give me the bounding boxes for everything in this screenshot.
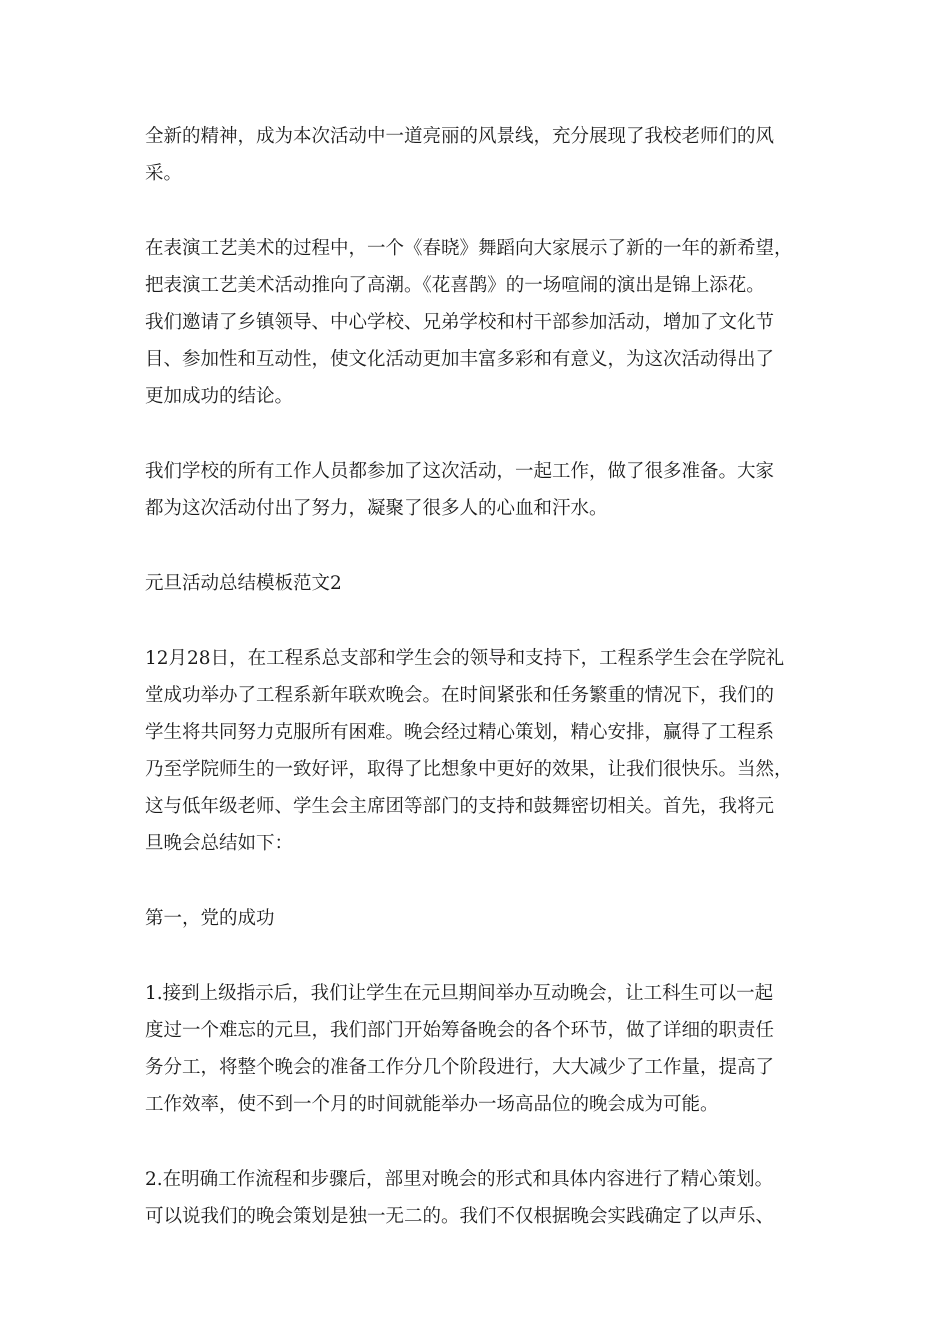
paragraph-new-year-gala: 12月28日，在工程系总支部和学生会的领导和支持下，工程系学生会在学院礼 堂成功举办了工程系新年联欢晚会。在时间紧张和任务繁重的情况下，我们的 学生将共同努力克服所有困难。晚会经过精心策划，精心安排，赢得了工程系 乃至学院师生的一致好评，取得了比想象中更好的效果，让我们很快乐。当然， 这与低年级老师、学生会主席团等部门的支持和鼓舞密切相关。首先，我将元 旦晚会总结如下：	[145, 648, 793, 854]
paragraph-point-1: 1.接到上级指示后，我们让学生在元旦期间举办互动晚会，让工科生可以一起 度过一个难忘的元旦，我们部门开始筹备晚会的各个环节，做了详细的职责任 务分工，将整个晚会的准备工作分几个阶段进行，大大减少了工作量，提高了 工作效率，使不到一个月的时间就能举办一场高品位的晚会成为可能。	[145, 983, 775, 1115]
paragraph-point-2: 2.在明确工作流程和步骤后，部里对晚会的形式和具体内容进行了精心策划。 可以说我们的晚会策划是独一无二的。我们不仅根据晚会实践确定了以声乐、	[145, 1169, 775, 1227]
paragraph-performance: 在表演工艺美术的过程中，一个《春晓》舞蹈向大家展示了新的一年的新希望， 把表演工艺美术活动推向了高潮。《花喜鹊》的一场喧闹的演出是锦上添花。 我们邀请了乡镇领导、中心学校、兄弟学校和村干部参加活动，增加了文化节 目、参加性和互动性，使文化活动更加丰富多彩和有意义，为这次活动得出了 更加成功的结论。	[145, 238, 793, 407]
paragraph-staff-effort: 我们学校的所有工作人员都参加了这次活动，一起工作，做了很多准备。大家 都为这次活动付出了努力，凝聚了很多人的心血和汗水。	[145, 461, 775, 519]
paragraph-teacher-spirit: 全新的精神，成为本次活动中一道亮丽的风景线，充分展现了我校老师们的风 采。	[145, 126, 775, 184]
section-heading-template-2: 元旦活动总结模板范文2	[145, 573, 342, 594]
section-heading-first: 第一，党的成功	[145, 908, 275, 929]
document-body	[145, 118, 805, 1273]
